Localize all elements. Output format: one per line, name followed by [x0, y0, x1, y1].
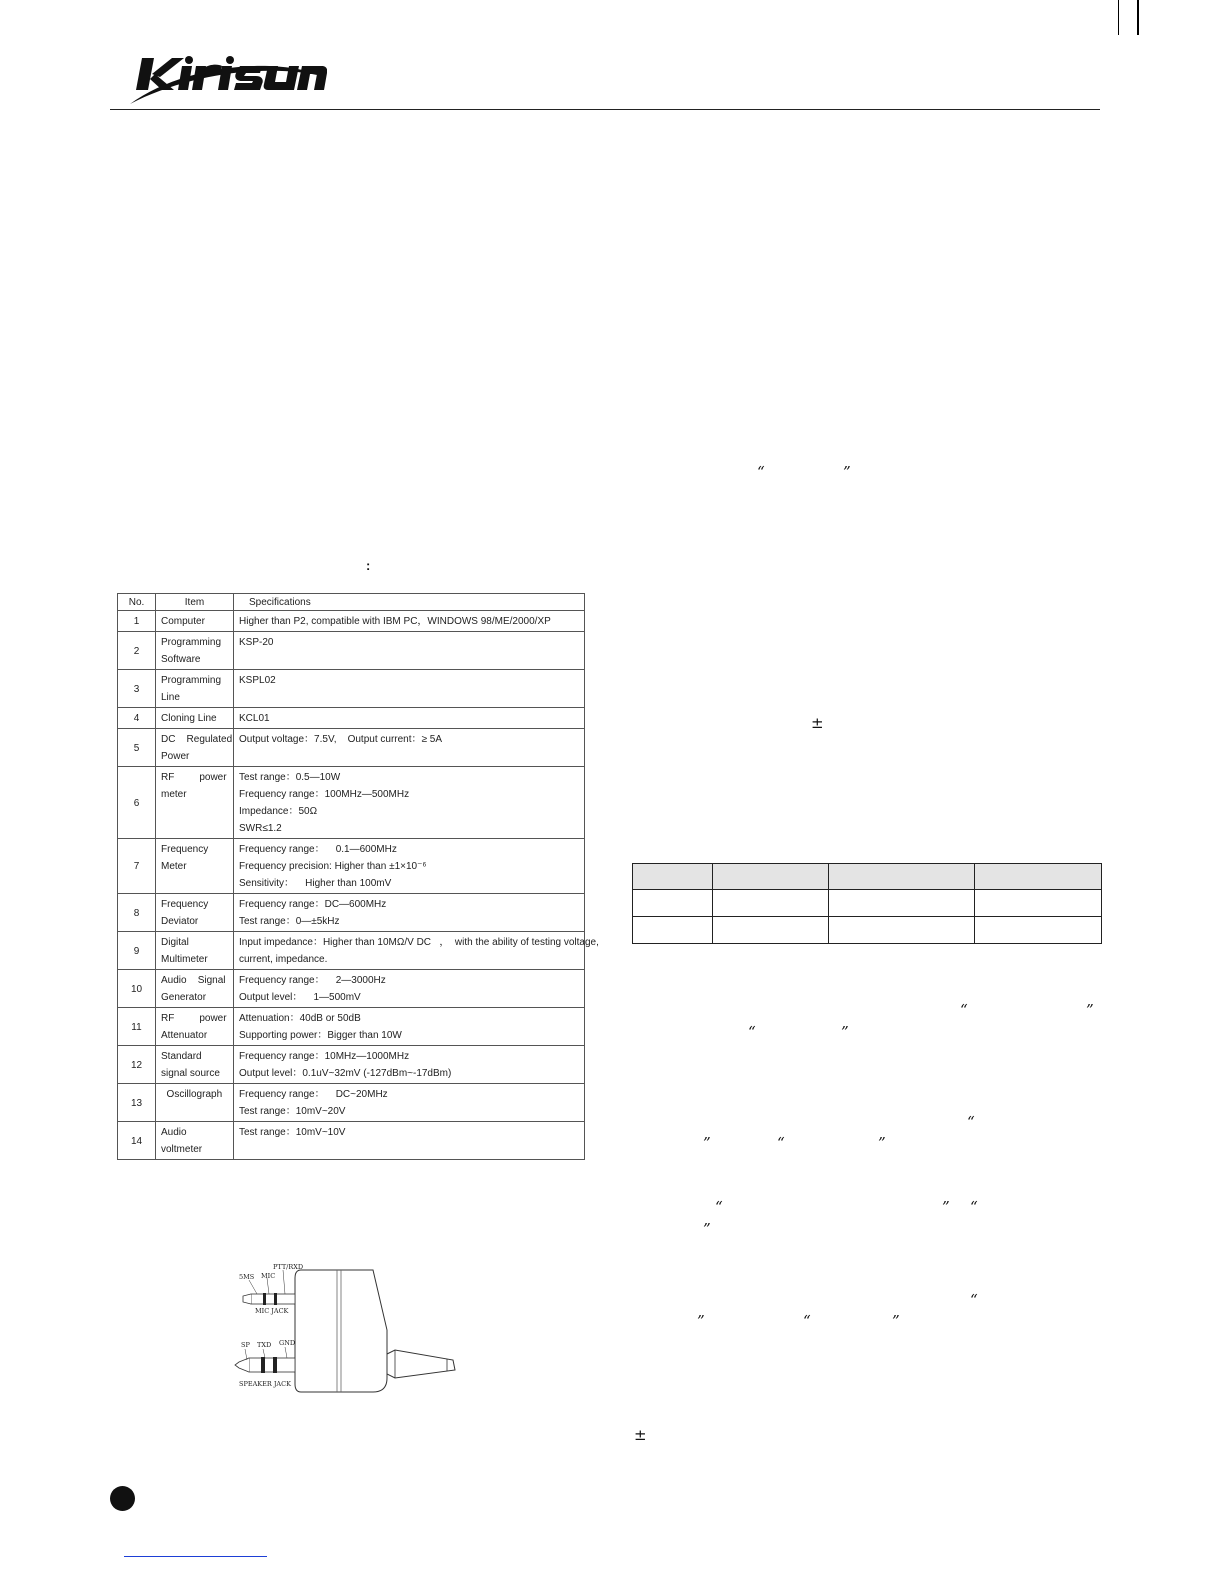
blank-header-cell	[713, 864, 829, 890]
row-specs	[234, 1122, 585, 1160]
label-mic-jack: MIC JACK	[255, 1307, 289, 1315]
item-line: Power	[161, 751, 190, 762]
row-specs	[234, 894, 585, 932]
footer-link-underline[interactable]	[124, 1556, 267, 1557]
label-sp: SP	[241, 1341, 250, 1349]
spec-line: Frequency range： 0.1—600MHz	[239, 844, 397, 855]
table-row	[118, 729, 585, 767]
spec-line: SWR≤1.2	[239, 823, 282, 834]
item-line: Oscillograph	[161, 1089, 223, 1100]
row-item	[156, 632, 234, 670]
spec-line: Test range：0—±5kHz	[239, 916, 340, 927]
item-line: Software	[161, 654, 201, 665]
row-specs	[234, 970, 585, 1008]
header-no: No.	[118, 594, 156, 611]
table-row	[118, 839, 585, 894]
quote-open: “	[970, 1198, 978, 1216]
quote-open: “	[803, 1312, 811, 1330]
row-item	[156, 839, 234, 894]
item-line: Frequency	[161, 899, 209, 910]
quote-close: ”	[878, 1134, 886, 1152]
table-header-row	[118, 594, 585, 611]
table-row	[118, 670, 585, 708]
row-number: 7	[118, 839, 156, 894]
row-specs	[234, 1084, 585, 1122]
header-item: Item	[156, 594, 234, 611]
spec-line: Test range：10mV~10V	[239, 1127, 346, 1138]
spec-line: Frequency range： 2—3000Hz	[239, 975, 386, 986]
row-item	[156, 970, 234, 1008]
item-line: signal source	[161, 1068, 220, 1079]
item-line: Generator	[161, 992, 207, 1003]
table-row	[118, 932, 585, 970]
quote-open: “	[715, 1198, 723, 1216]
label-gnd: GND	[279, 1339, 296, 1347]
row-item	[156, 1008, 234, 1046]
spec-line: Frequency range： DC~20MHz	[239, 1089, 388, 1100]
spec-line: Output voltage：7.5V, Output current：≥ 5A	[239, 734, 443, 745]
spec-line: Test range：0.5—10W	[239, 772, 341, 783]
table-row	[118, 1122, 585, 1160]
spec-line: Frequency precision: Higher than ±1×10⁻⁶	[239, 861, 427, 872]
label-mic: MIC	[261, 1272, 276, 1280]
equipment-table	[117, 593, 599, 1160]
item-line: Computer	[161, 616, 205, 627]
row-item	[156, 1122, 234, 1160]
page-number-badge	[110, 1486, 135, 1511]
row-specs	[234, 767, 585, 839]
blank-cell	[633, 917, 713, 944]
blank-cell	[975, 890, 1102, 917]
row-number: 1	[118, 611, 156, 632]
blank-table-header	[633, 864, 1102, 890]
spec-line: Frequency range：10MHz—1000MHz	[239, 1051, 410, 1062]
blank-table	[632, 863, 1102, 944]
quote-close: ”	[1086, 1001, 1094, 1019]
item-line: Audio	[161, 1127, 187, 1138]
programming-plug-diagram	[233, 1260, 463, 1400]
item-line: Frequency	[161, 844, 209, 855]
table-row	[118, 894, 585, 932]
row-item	[156, 708, 234, 729]
spec-line: Output level： 1—500mV	[239, 992, 361, 1003]
blank-cell	[633, 890, 713, 917]
row-specs	[234, 839, 585, 894]
kirisun-logo	[122, 46, 327, 108]
blank-cell	[713, 917, 829, 944]
table-row	[118, 708, 585, 729]
quote-close: ”	[892, 1312, 900, 1330]
table-row	[118, 611, 585, 632]
table-row	[633, 890, 1102, 917]
row-number: 2	[118, 632, 156, 670]
item-line: DC Regulated	[161, 734, 233, 745]
item-line: Programming	[161, 675, 222, 686]
row-specs	[234, 729, 585, 767]
row-specs	[234, 1046, 585, 1084]
spec-line: Impedance：50Ω	[239, 806, 318, 817]
item-line: voltmeter	[161, 1144, 203, 1155]
row-number: 12	[118, 1046, 156, 1084]
row-item	[156, 611, 234, 632]
item-line: Digital	[161, 937, 189, 948]
spec-line: KSP-20	[239, 637, 274, 648]
item-line: Multimeter	[161, 954, 208, 965]
spec-line: Attenuation：40dB or 50dB	[239, 1013, 361, 1024]
table-row	[118, 1008, 585, 1046]
header-specs: Specifications	[234, 594, 585, 611]
row-specs	[234, 611, 585, 632]
row-number: 14	[118, 1122, 156, 1160]
row-specs	[234, 1008, 585, 1046]
item-line: Deviator	[161, 916, 199, 927]
label-txd: TXD	[257, 1341, 272, 1349]
quote-close: ”	[703, 1220, 711, 1238]
quote-close: ”	[843, 463, 851, 481]
label-sms: 5MS	[239, 1273, 255, 1281]
spec-line: KCL01	[239, 713, 270, 724]
spec-line: Input impedance：Higher than 10MΩ/V DC ， with the ability of testing voltage,	[239, 937, 599, 948]
blank-cell	[713, 890, 829, 917]
item-line: Attenuator	[161, 1030, 208, 1041]
row-item	[156, 1084, 234, 1122]
row-specs	[234, 670, 585, 708]
spec-line: Output level：0.1uV~32mV (-127dBm~-17dBm)	[239, 1068, 452, 1079]
spec-line: KSPL02	[239, 675, 276, 686]
row-number: 5	[118, 729, 156, 767]
quote-open: “	[960, 1001, 968, 1019]
blank-header-cell	[633, 864, 713, 890]
table-row	[118, 767, 585, 839]
blank-cell	[829, 890, 975, 917]
row-number: 6	[118, 767, 156, 839]
row-number: 9	[118, 932, 156, 970]
blank-header-cell	[829, 864, 975, 890]
spec-line: Supporting power：Bigger than 10W	[239, 1030, 402, 1041]
row-item	[156, 670, 234, 708]
quote-close: ”	[697, 1312, 705, 1330]
blank-cell	[829, 917, 975, 944]
blank-header-cell	[975, 864, 1102, 890]
row-item	[156, 1046, 234, 1084]
blank-cell	[975, 917, 1102, 944]
row-number: 10	[118, 970, 156, 1008]
quote-close: ”	[703, 1134, 711, 1152]
plus-minus-sign: ±	[634, 1426, 647, 1444]
item-line: RF power	[161, 772, 227, 783]
spec-line: Test range：10mV~20V	[239, 1106, 346, 1117]
spec-line: current, impedance.	[239, 954, 328, 965]
spec-line: Frequency range：100MHz—500MHz	[239, 789, 410, 800]
crop-mark-left	[1118, 0, 1119, 35]
quote-open: “	[777, 1134, 785, 1152]
row-specs	[234, 708, 585, 729]
quote-open: “	[748, 1023, 756, 1041]
row-number: 4	[118, 708, 156, 729]
quote-open: “	[970, 1291, 978, 1309]
quote-close: ”	[841, 1023, 849, 1041]
row-specs	[234, 632, 585, 670]
table-row	[118, 632, 585, 670]
spec-line: Higher than P2, compatible with IBM PC，WINDOWS 98/ME/2000/XP	[239, 616, 551, 627]
item-line: meter	[161, 789, 187, 800]
table-row	[118, 1084, 585, 1122]
table-row	[118, 1046, 585, 1084]
colon-mark: :	[366, 558, 371, 573]
item-line: Audio Signal	[161, 975, 226, 986]
row-item	[156, 932, 234, 970]
quote-open: “	[967, 1113, 975, 1131]
table-row	[118, 970, 585, 1008]
row-number: 3	[118, 670, 156, 708]
item-line: Line	[161, 692, 180, 703]
row-item	[156, 767, 234, 839]
table-row	[633, 917, 1102, 944]
crop-mark-right	[1137, 0, 1139, 35]
row-number: 11	[118, 1008, 156, 1046]
plus-minus-sign: ±	[811, 714, 824, 732]
spec-line: Sensitivity： Higher than 100mV	[239, 878, 392, 889]
header-rule	[110, 109, 1100, 110]
label-ptt-rxd: PTT/RXD	[273, 1263, 304, 1271]
mic-plug	[251, 1294, 295, 1304]
row-number: 8	[118, 894, 156, 932]
row-item	[156, 894, 234, 932]
row-item	[156, 729, 234, 767]
item-line: RF power	[161, 1013, 227, 1024]
item-line: Meter	[161, 861, 187, 872]
item-line: Cloning Line	[161, 713, 217, 724]
spec-line: Frequency range：DC—600MHz	[239, 899, 387, 910]
quote-close: ”	[942, 1198, 950, 1216]
quote-open: “	[757, 463, 765, 481]
item-line: Programming	[161, 637, 222, 648]
speaker-plug	[249, 1358, 295, 1372]
item-line: Standard	[161, 1051, 202, 1062]
row-specs	[234, 932, 599, 970]
equipment-table-body	[118, 611, 599, 1160]
row-number: 13	[118, 1084, 156, 1122]
label-speaker-jack: SPEAKER JACK	[239, 1380, 291, 1388]
